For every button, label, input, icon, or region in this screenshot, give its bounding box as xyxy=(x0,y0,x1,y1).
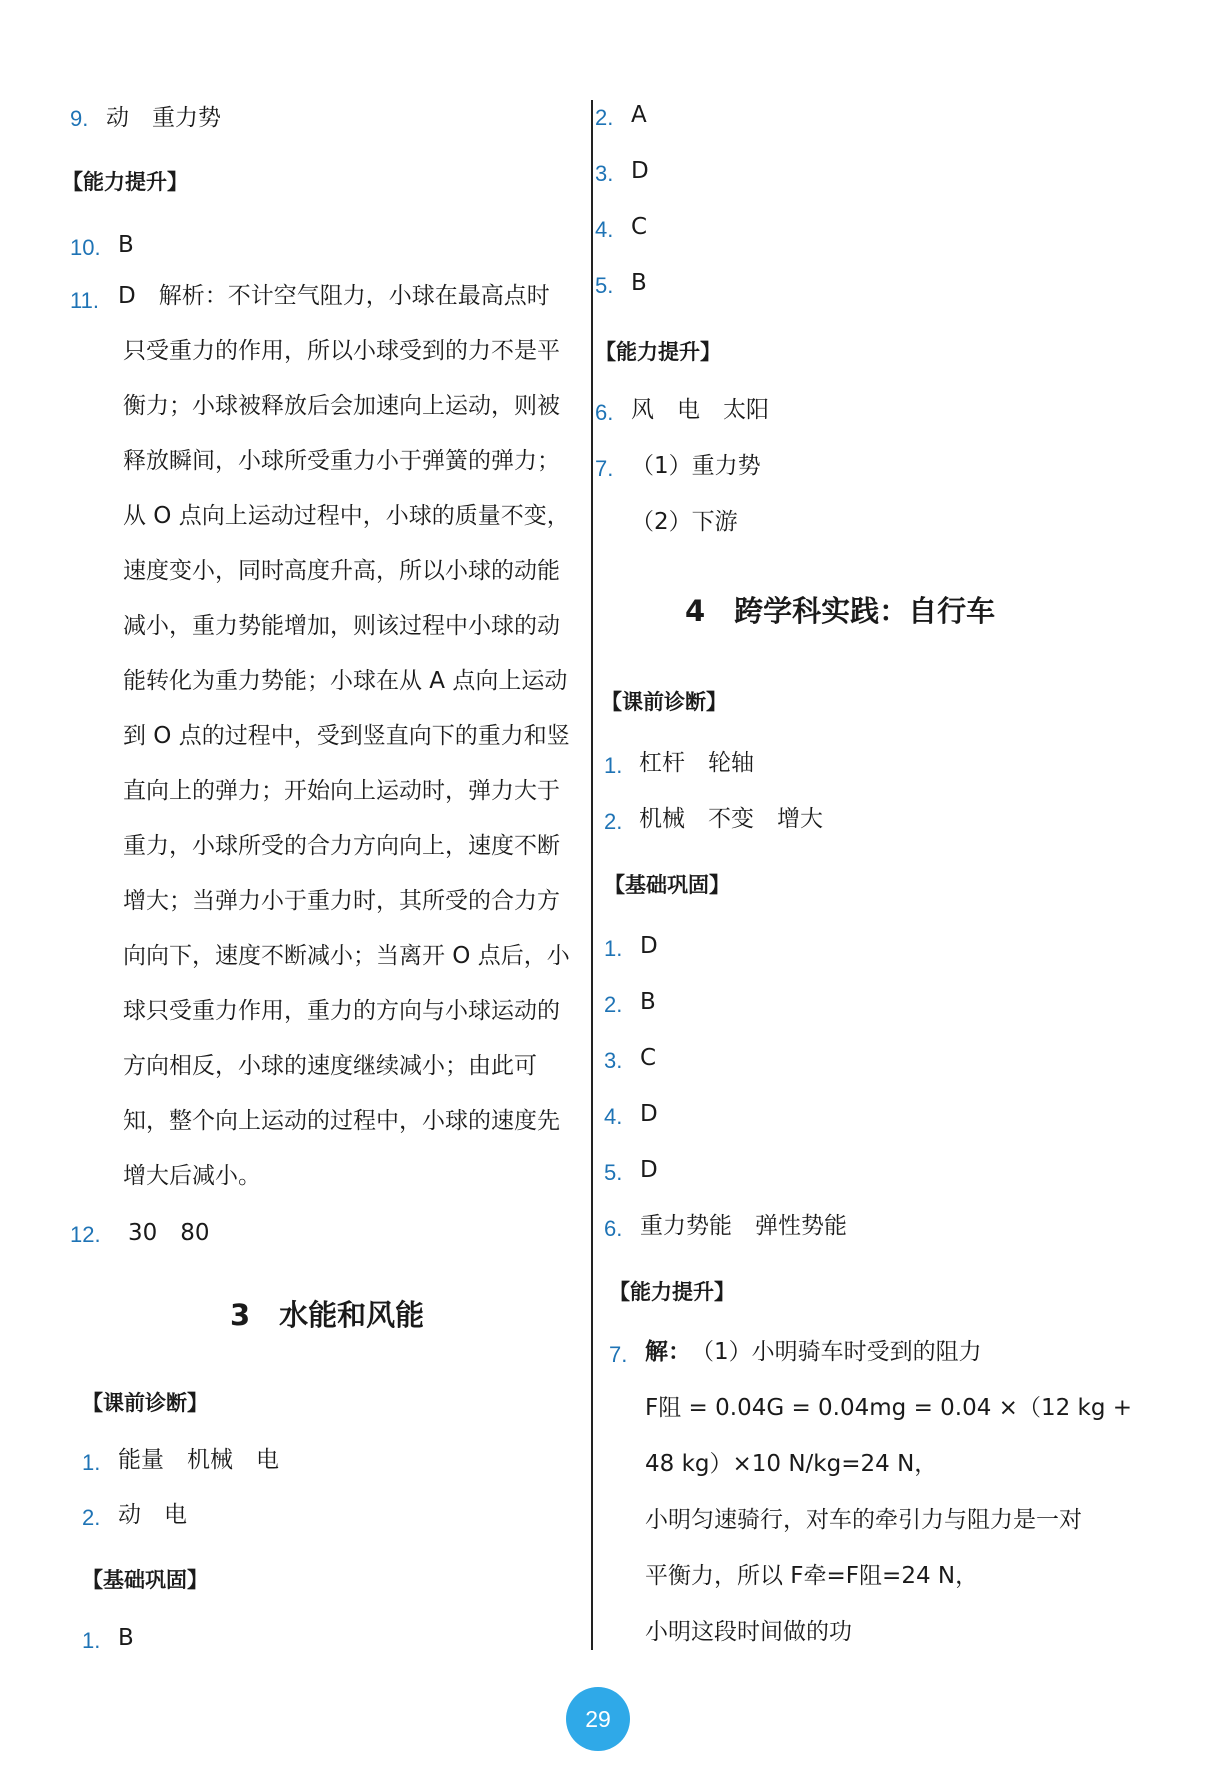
question-number: 2. xyxy=(604,809,623,834)
solution-line: 小明这段时间做的功 xyxy=(645,1619,852,1645)
question-number: 1. xyxy=(604,753,623,778)
answer-text: A xyxy=(631,102,647,128)
question-number: 11. xyxy=(70,288,99,313)
explanation-line: 增大；当弹力小于重力时，其所受的合力方 xyxy=(123,888,560,914)
explanation-line: 增大后减小。 xyxy=(123,1163,261,1189)
answer-text: B xyxy=(631,270,647,296)
answer-text: 能量 机械 电 xyxy=(118,1447,279,1473)
answer-text: D xyxy=(640,1157,658,1183)
solution-line: 平衡力，所以 F牵=F阻=24 N， xyxy=(645,1563,979,1589)
solution-line: 48 kg）×10 N/kg=24 N， xyxy=(645,1451,938,1477)
solution-line: F阻 = 0.04G = 0.04mg = 0.04 ×（12 kg + xyxy=(645,1395,1133,1421)
question-number: 1. xyxy=(82,1450,101,1475)
explanation-line: 方向相反，小球的速度继续减小；由此可 xyxy=(123,1053,537,1079)
section-header-ability: 【能力提升】 xyxy=(609,1280,735,1304)
answer-text: 杠杆 轮轴 xyxy=(639,750,754,776)
explanation-line: 速度变小，同时高度升高，所以小球的动能 xyxy=(123,558,560,584)
question-number: 12. xyxy=(70,1222,101,1247)
explanation-line: 从 O 点向上运动过程中，小球的质量不变， xyxy=(123,503,570,529)
left-column xyxy=(0,0,590,1792)
question-number: 1. xyxy=(82,1628,101,1653)
explanation-line: 衡力；小球被释放后会加速向上运动，则被 xyxy=(123,393,560,419)
question-number: 7. xyxy=(609,1342,628,1367)
column-divider xyxy=(591,100,593,1650)
question-number: 9. xyxy=(70,106,89,131)
section-header-ability: 【能力提升】 xyxy=(62,170,188,194)
answer-text: D xyxy=(640,1101,658,1127)
answer-text: 30 80 xyxy=(128,1220,210,1246)
question-number: 6. xyxy=(595,400,614,425)
section-header-ability: 【能力提升】 xyxy=(595,340,721,364)
answer-text: C xyxy=(631,214,648,240)
explanation-line: 直向上的弹力；开始向上运动时，弹力大于 xyxy=(123,778,560,804)
section-header-pre: 【课前诊断】 xyxy=(601,690,727,714)
answer-text: B xyxy=(118,1625,134,1651)
explanation-line: 到 O 点的过程中，受到竖直向下的重力和竖 xyxy=(123,723,570,749)
answer-text: C xyxy=(640,1045,657,1071)
question-number: 4. xyxy=(595,217,614,242)
section-header-basic: 【基础巩固】 xyxy=(82,1568,208,1592)
explanation-line: 球只受重力作用，重力的方向与小球运动的 xyxy=(123,998,560,1024)
section-title: 3 水能和风能 xyxy=(230,1298,425,1332)
answer-text: 机械 不变 增大 xyxy=(639,806,823,832)
question-number: 5. xyxy=(604,1160,623,1185)
explanation-line: 知，整个向上运动的过程中，小球的速度先 xyxy=(123,1108,560,1134)
explanation-line: D 解析：不计空气阻力，小球在最高点时 xyxy=(118,283,550,309)
section-title: 4 跨学科实践：自行车 xyxy=(685,594,996,628)
answer-text: （1）重力势 xyxy=(631,453,761,479)
section-header-basic: 【基础巩固】 xyxy=(604,873,730,897)
answer-text: 风 电 太阳 xyxy=(631,397,769,423)
explanation-line: 减小，重力势能增加，则该过程中小球的动 xyxy=(123,613,560,639)
section-header-pre: 【课前诊断】 xyxy=(82,1391,208,1415)
answer-text: B xyxy=(640,989,656,1015)
explanation-line: 重力，小球所受的合力方向向上，速度不断 xyxy=(123,833,560,859)
answer-text: D xyxy=(640,933,658,959)
question-number: 7. xyxy=(595,456,614,481)
page-number-badge: 29 xyxy=(566,1687,630,1751)
explanation-line: 释放瞬间，小球所受重力小于弹簧的弹力； xyxy=(123,448,560,474)
explanation-line: 只受重力的作用，所以小球受到的力不是平 xyxy=(123,338,560,364)
answer-text: 动 电 xyxy=(118,1502,187,1528)
question-number: 6. xyxy=(604,1216,623,1241)
question-number: 2. xyxy=(82,1505,101,1530)
question-number: 3. xyxy=(604,1048,623,1073)
answer-text: （2）下游 xyxy=(631,509,738,535)
question-number: 10. xyxy=(70,235,101,260)
solution-line: 小明匀速骑行，对车的牵引力与阻力是一对 xyxy=(645,1507,1082,1533)
question-number: 2. xyxy=(604,992,623,1017)
answer-text: 重力势能 弹性势能 xyxy=(640,1213,847,1239)
answer-text: 动 重力势 xyxy=(106,105,221,131)
solution-label: 解： xyxy=(645,1339,691,1365)
answer-text: B xyxy=(118,232,134,258)
explanation-line: 能转化为重力势能；小球在从 A 点向上运动 xyxy=(123,668,568,694)
question-number: 3. xyxy=(595,161,614,186)
solution-line: （1）小明骑车时受到的阻力 xyxy=(691,1339,982,1365)
question-number: 4. xyxy=(604,1104,623,1129)
question-number: 1. xyxy=(604,936,623,961)
question-number: 2. xyxy=(595,105,614,130)
right-column xyxy=(595,0,1211,1792)
explanation-line: 向向下，速度不断减小；当离开 O 点后，小 xyxy=(123,943,570,969)
answer-text: D xyxy=(631,158,649,184)
question-number: 5. xyxy=(595,273,614,298)
